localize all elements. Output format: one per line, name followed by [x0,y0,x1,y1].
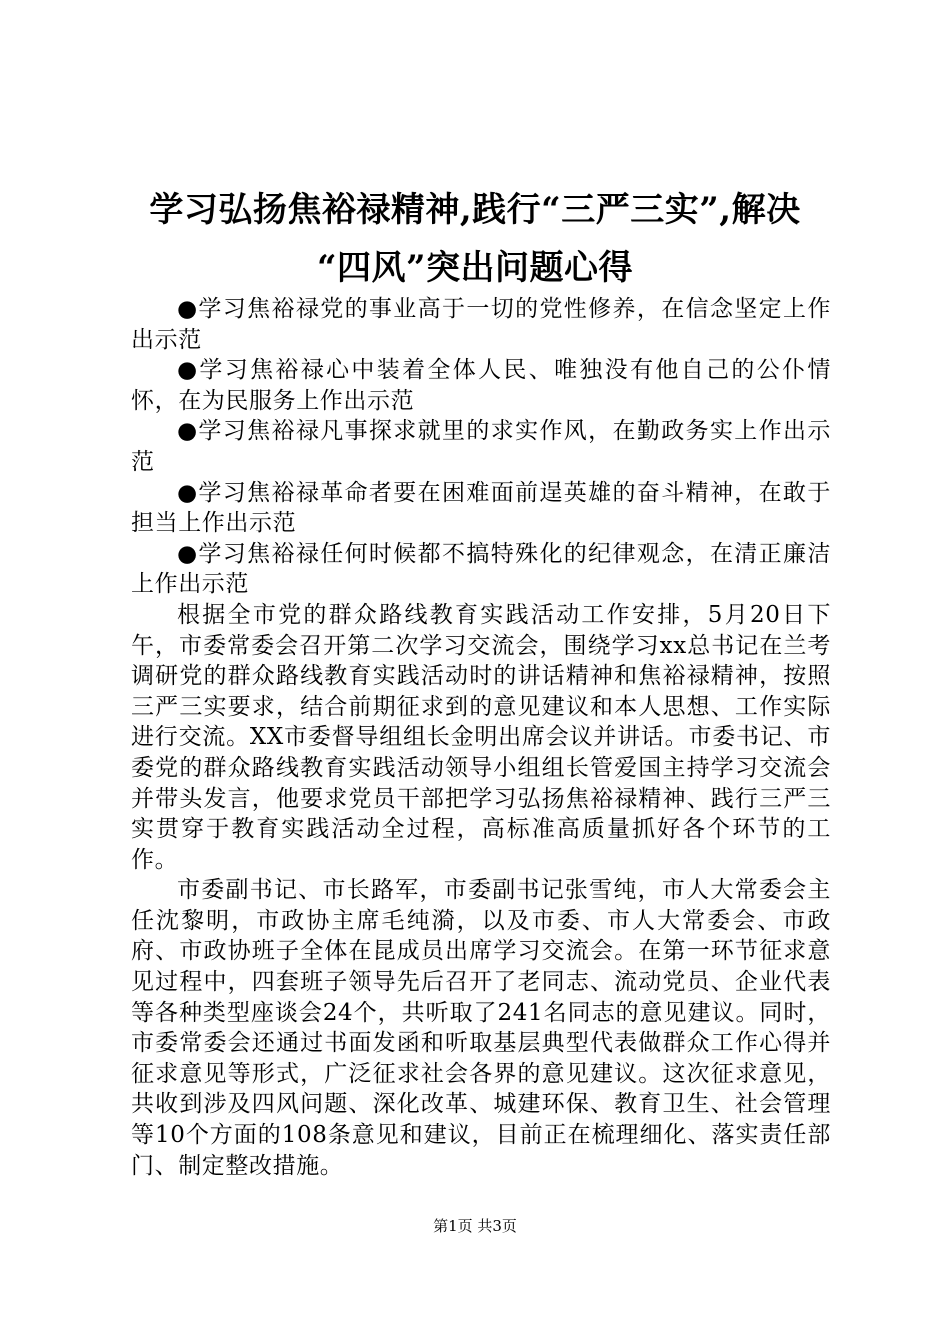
document-body [131,294,831,1181]
bullet-item: ●学习焦裕禄心中装着全体人民、唯独没有他自己的公仆情怀，在为民服务上作出示范 [131,357,831,414]
bullet-item: ●学习焦裕禄革命者要在困难面前逞英雄的奋斗精神，在敢于担当上作出示范 [131,479,831,537]
bullet-item: ●学习焦裕禄任何时候都不搞特殊化的纪律观念，在清正廉洁上作出示范 [131,540,831,598]
document-title-line-1: 学习弘扬焦裕禄精神,践行“三严三实”,解决 [149,190,801,230]
body-paragraph: 根据全市党的群众路线教育实践活动工作安排，5月20日下午，市委常委会召开第二次学习交流会，围绕学习xx总书记在兰考调研党的群众路线教育实践活动时的讲话精神和焦裕禄精神，按照三严三实要求，结合前期征求到的意见建议和本人思想、工作实际进行交流。XX市委督导组组长金明出席会议并讲话。市委书记、市委党的群众路线教育实践活动领导小组组长管爱国主持学习交流会并带头发言，他要求党员干部把学习弘扬焦裕禄精神、践行三严三实贯穿于教育实践活动全过程，高标准高质量抓好各个环节的工作。 [131,601,831,873]
bullet-item: ●学习焦裕禄凡事探求就里的求实作风，在勤政务实上作出示范 [131,418,831,475]
document-title-line-2: “四风”突出问题心得 [316,248,634,288]
bullet-item: ●学习焦裕禄党的事业高于一切的党性修养，在信念坚定上作出示范 [131,296,831,353]
page-number-footer: 第1页 共3页 [433,1217,517,1235]
body-paragraph: 市委副书记、市长路军，市委副书记张雪纯，市人大常委会主任沈黎明，市政协主席毛纯漪，以及市委、市人大常委会、市政府、市政协班子全体在昆成员出席学习交流会。在第一环节征求意见过程中，四套班子领导先后召开了老同志、流动党员、企业代表等各种类型座谈会24个，共听取了241名同志的意见建议。同时，市委常委会还通过书面发函和听取基层典型代表做群众工作心得并征求意见等形式，广泛征求社会各界的意见建议。这次征求意见，共收到涉及四风问题、深化改革、城建环保、教育卫生、社会管理等10个方面的108条意见和建议，目前正在梳理细化、落实责任部门、制定整改措施。 [131,877,831,1179]
